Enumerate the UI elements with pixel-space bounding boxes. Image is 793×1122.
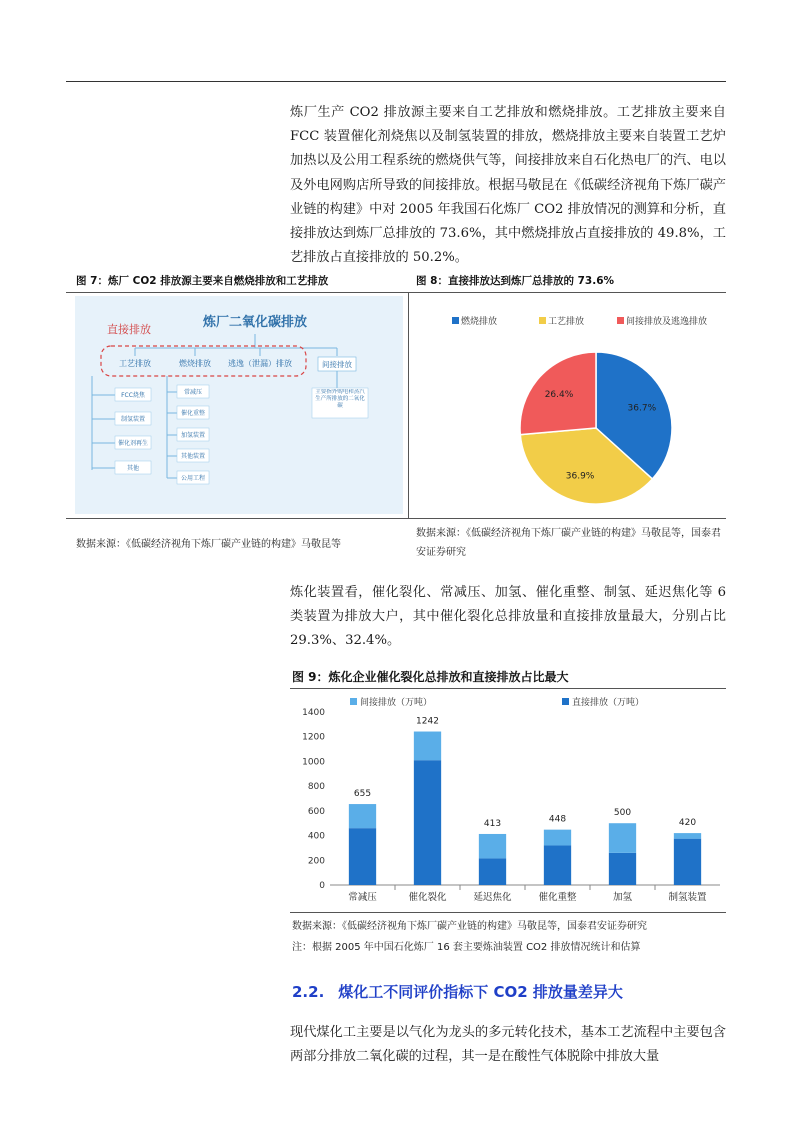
paragraph-unit-emissions: 炼化装置看，催化裂化、常减压、加氢、催化重整、制氢、延迟焦化等 6 类装置为排放大户，其中催化裂化总排放量和直接排放量最大，分别占比 29.3%、32.4%。	[290, 585, 726, 649]
bar-segment	[349, 828, 376, 885]
bar-total-label: 420	[678, 818, 697, 829]
pie-data-label: 26.4%	[544, 390, 574, 401]
bar-segment	[674, 833, 701, 839]
fugitive-emission-label: 逃逸（泄漏）排放	[228, 359, 292, 368]
figure9-source: 数据来源：《低碳经济视角下炼厂碳产业链的构建》马敬昆等，国泰君安证券研究	[292, 921, 647, 932]
x-tick-label: 延迟焦化	[473, 892, 512, 903]
bar-total-label: 655	[353, 789, 372, 800]
combustion-item: 催化重整	[180, 410, 206, 417]
bar-total-label: 1242	[416, 716, 439, 727]
figure9-top-rule	[290, 688, 726, 689]
figure9-bottom-rule	[290, 912, 726, 913]
bar-segment	[414, 732, 441, 761]
y-tick-label: 200	[307, 856, 325, 867]
indirect-emission-note: 主要指外购电和蒸汽生产所排放的二氧化碳	[315, 389, 365, 409]
pie-legend	[452, 315, 707, 327]
figure9-title: 图 9：炼化企业催化裂化总排放和直接排放占比最大	[292, 670, 569, 684]
emission-source-diagram	[75, 296, 403, 514]
x-tick-label: 常减压	[348, 892, 377, 903]
figure-divider	[408, 292, 409, 518]
direct-emission-label: 直接排放	[107, 323, 151, 336]
y-tick-label: 1400	[302, 708, 325, 718]
y-tick-label: 0	[319, 881, 325, 891]
y-tick-label: 1000	[302, 757, 325, 768]
bar-total-label: 448	[548, 814, 567, 825]
y-tick-label: 400	[307, 831, 325, 842]
pie-legend-label: 燃烧排放	[461, 317, 498, 327]
bar-segment	[609, 853, 636, 885]
bar-bars	[349, 732, 701, 885]
x-tick-label: 催化裂化	[408, 892, 447, 903]
unit-emission-bar-chart	[290, 690, 726, 912]
pie-legend-label: 工艺排放	[548, 317, 585, 327]
bar-segment	[544, 845, 571, 885]
bar-legend-label: 间接排放（万吨）	[360, 698, 433, 708]
process-item: 制氢装置	[120, 416, 146, 423]
bar-segment	[479, 858, 506, 885]
diagram-root-label: 炼厂二氧化碳排放	[202, 315, 308, 330]
pie-data-label: 36.7%	[627, 403, 657, 414]
bar-segment	[674, 839, 701, 885]
x-tick-label: 制氢装置	[668, 892, 707, 903]
bar-total-label: 413	[483, 818, 502, 829]
bar-legend	[350, 696, 644, 708]
bar-segment	[349, 804, 376, 828]
bar-segment	[609, 823, 636, 853]
header-rule	[66, 81, 726, 82]
bar-segment	[544, 830, 571, 846]
paragraph-coal-chemical: 现代煤化工主要是以气化为龙头的多元转化技术，基本工艺流程中主要包含两部分排放二氧化碳的过程，其一是在酸性气体脱除中排放大量	[290, 1025, 726, 1065]
y-tick-label: 800	[307, 782, 325, 793]
combustion-item: 常减压	[183, 389, 203, 396]
bar-legend-swatch	[562, 698, 569, 705]
figure9-note: 注：根据 2005 年中国石化炼厂 16 套主要炼油装置 CO2 排放情况统计和估算	[292, 942, 641, 953]
x-tick-label: 加氢	[612, 892, 633, 903]
process-item: FCC烧焦	[121, 392, 145, 399]
pie-legend-label: 间接排放及逃逸排放	[626, 317, 708, 327]
figure7-title: 图 7：炼厂 CO2 排放源主要来自燃烧排放和工艺排放	[76, 275, 329, 287]
bar-labels	[348, 717, 707, 903]
figure8-source: 数据来源：《低碳经济视角下炼厂碳产业链的构建》马敬昆等，国泰君安证券研究	[416, 528, 721, 558]
combustion-item: 公用工程	[180, 475, 206, 482]
pie-slices	[520, 352, 672, 504]
bar-legend-swatch	[350, 698, 357, 705]
figure-bottom-rule	[66, 518, 726, 519]
section-title: 煤化工不同评价指标下 CO2 排放量差异大	[338, 983, 623, 1001]
combustion-item: 加氢装置	[180, 432, 206, 439]
pie-legend-swatch	[617, 317, 624, 324]
bar-segment	[414, 760, 441, 885]
section-heading	[292, 981, 623, 1002]
y-tick-label: 1200	[302, 732, 325, 743]
combustion-item: 其他装置	[180, 453, 206, 460]
indirect-emission-label: 间接排放	[322, 360, 352, 369]
x-tick-label: 催化重整	[538, 892, 577, 903]
paragraph-refinery-emissions: 炼厂生产 CO2 排放源主要来自工艺排放和燃烧排放。工艺排放主要来自 FCC 装置催化剂烧焦以及制氢装置的排放，燃烧排放主要来自装置工艺炉加热以及公用工程系统的燃烧供气等，间接排放来自石化热电厂的汽、电以及外电网购店所导致的间接排放。根据马敬昆在《低碳经济视角下炼厂碳产业链的构建》中对 2005 年我国石化炼厂 CO2 排放情况的测算和分析，直接排放达到炼厂总排放的 73.6%，其中燃烧排放占直接排放的 49.8%，工艺排放占直接排放的 50.2%。	[290, 105, 726, 266]
bar-legend-label: 直接排放（万吨）	[572, 698, 645, 708]
section-number: 2.2.	[292, 983, 325, 1001]
pie-legend-swatch	[539, 317, 546, 324]
pie-data-label: 36.9%	[565, 471, 595, 482]
direct-share-pie-chart	[412, 296, 724, 516]
combustion-emission-label: 燃烧排放	[179, 359, 211, 368]
figure7-source: 数据来源：《低碳经济视角下炼厂碳产业链的构建》马敬昆等	[76, 539, 341, 550]
process-item: 其他	[126, 465, 140, 472]
figure-top-rule	[66, 292, 726, 293]
y-tick-label: 600	[307, 806, 325, 817]
bar-total-label: 500	[613, 808, 632, 819]
process-item: 催化剂再生	[117, 440, 149, 447]
bar-segment	[479, 834, 506, 858]
figure8-title: 图 8：直接排放达到炼厂总排放的 73.6%	[416, 275, 615, 287]
process-emission-label: 工艺排放	[119, 359, 151, 368]
pie-legend-swatch	[452, 317, 459, 324]
